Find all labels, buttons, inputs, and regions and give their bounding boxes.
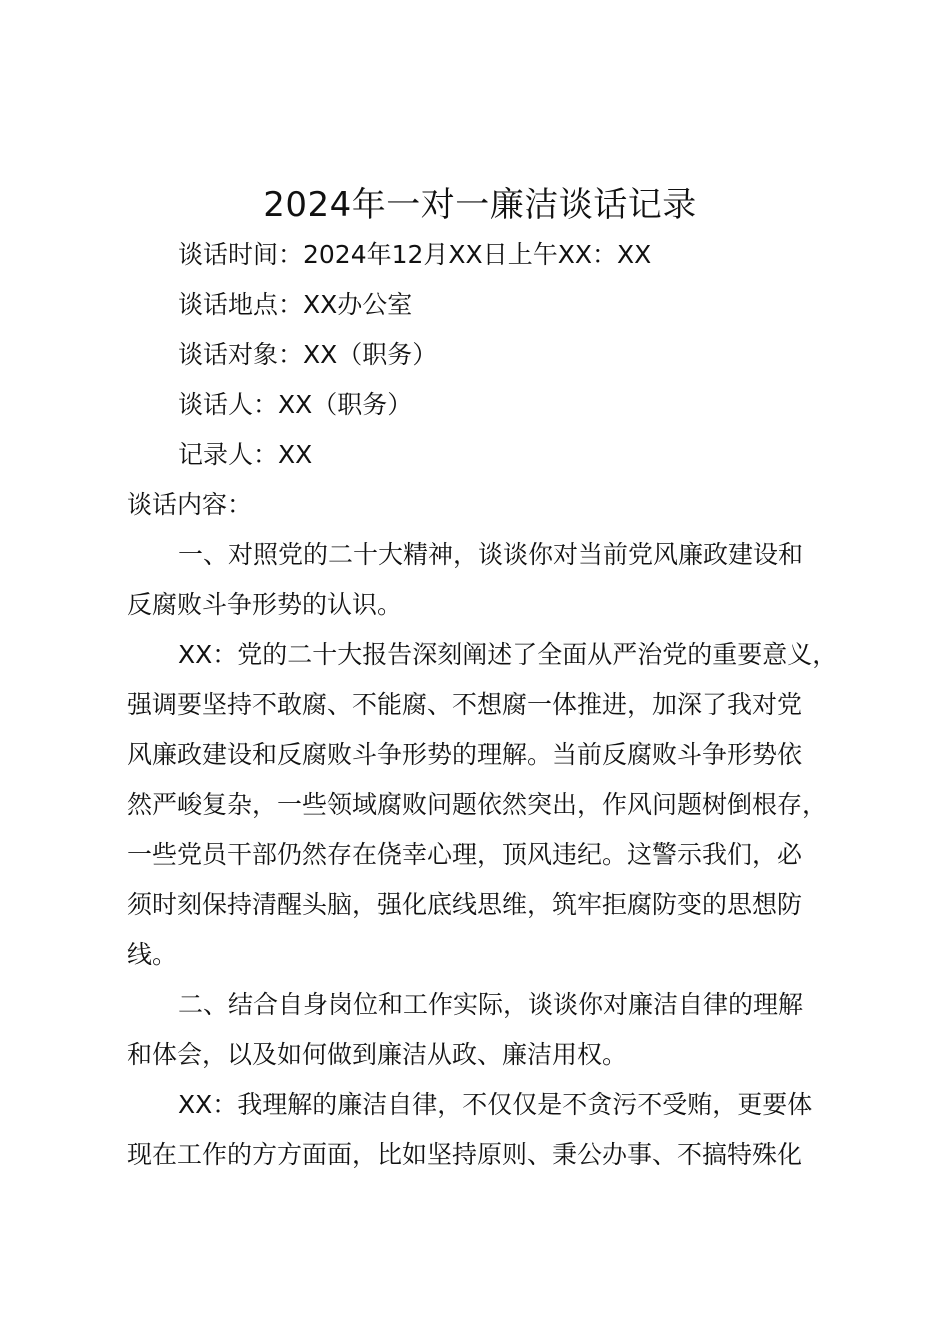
interviewer: 谈话人：XX（职务）	[178, 390, 413, 419]
paragraph-line: 一些党员干部仍然存在侥幸心理，顶风违纪。这警示我们，必	[127, 840, 803, 869]
answer-two	[127, 1080, 857, 1180]
paragraph-line: 和体会，以及如何做到廉洁从政、廉洁用权。	[127, 1040, 628, 1069]
answer-one	[127, 630, 857, 980]
meeting-location: 谈话地点：XX办公室	[178, 290, 413, 319]
question-one	[127, 530, 857, 630]
interviewee: 谈话对象：XX（职务）	[178, 340, 438, 369]
paragraph-line: 现在工作的方方面面，比如坚持原则、秉公办事、不搞特殊化	[127, 1140, 803, 1169]
paragraph-line: 须时刻保持清醒头脑，强化底线思维，筑牢拒腐防变的思想防	[127, 890, 803, 919]
document-title: 2024年一对一廉洁谈话记录	[263, 185, 697, 225]
question-two	[127, 980, 857, 1080]
paragraph-line: 二、结合自身岗位和工作实际，谈谈你对廉洁自律的理解	[178, 990, 804, 1019]
recorder: 记录人：XX	[178, 440, 313, 469]
meeting-info	[178, 230, 898, 480]
paragraph-line: 线。	[127, 940, 178, 969]
paragraph-line: 反腐败斗争形势的认识。	[127, 590, 403, 619]
paragraph-line: XX：党的二十大报告深刻阐述了全面从严治党的重要意义，	[178, 640, 838, 669]
paragraph-line: XX：我理解的廉洁自律，不仅仅是不贪污不受贿，更要体	[178, 1090, 813, 1119]
meeting-time: 谈话时间：2024年12月XX日上午XX：XX	[178, 240, 652, 269]
paragraph-line: 一、对照党的二十大精神，谈谈你对当前党风廉政建设和	[178, 540, 804, 569]
paragraph-line: 然严峻复杂，一些领域腐败问题依然突出，作风问题树倒根存，	[127, 790, 828, 819]
paragraph-line: 强调要坚持不敢腐、不能腐、不想腐一体推进，加深了我对党	[127, 690, 803, 719]
paragraph-line: 风廉政建设和反腐败斗争形势的理解。当前反腐败斗争形势依	[127, 740, 803, 769]
content-heading: 谈话内容：	[127, 490, 253, 519]
